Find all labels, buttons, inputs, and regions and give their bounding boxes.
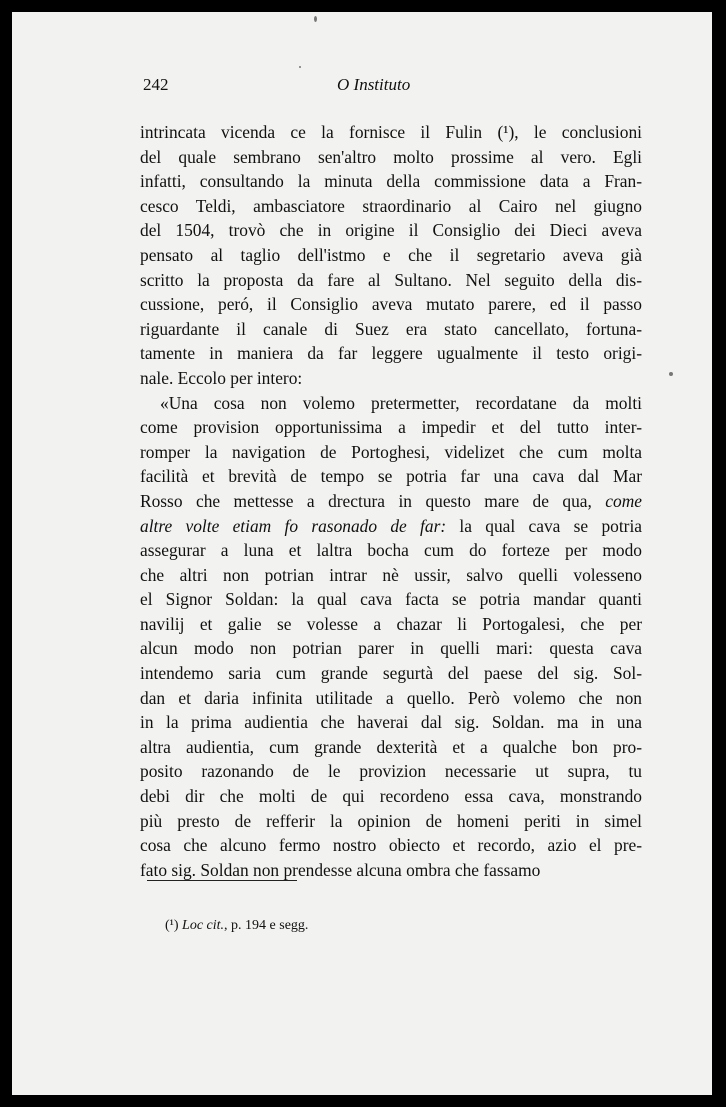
text-segment: debi dir che molti de qui recordeno essa cava, monstrando — [140, 786, 642, 807]
text-line — [140, 218, 642, 243]
text-line — [140, 317, 642, 342]
text-line — [140, 636, 642, 661]
paper-speck — [299, 66, 301, 68]
text-segment: che altri non potrian intrar nè ussir, salvo quelli volesseno — [140, 564, 642, 585]
text-segment: assegurar a luna et laltra bocha cum do forteze per modo — [140, 540, 642, 561]
text-segment: cesco Teldi, ambasciatore straordinario al Cairo nel giugno — [140, 195, 642, 216]
footnote-marker: (¹) — [165, 918, 179, 933]
text-segment: alcun modo non potrian parer in quelli mari: questa cava — [140, 638, 642, 659]
text-segment: in la prima audientia che haverai dal sig. Soldan. ma in una — [140, 712, 642, 733]
text-segment: Rosso che mettesse a drectura in questo mare de qua, — [140, 490, 606, 511]
text-segment: cosa che alcuno fermo nostro obiecto et recordo, azio el pre- — [140, 835, 642, 856]
text-segment: cussione, peró, il Consiglio aveva mutato parere, ed il passo — [140, 294, 642, 315]
text-segment: riguardante il canale di Suez era stato cancellato, fortuna- — [140, 318, 642, 339]
text-line — [140, 194, 642, 219]
text-line — [140, 292, 642, 317]
text-line — [140, 710, 642, 735]
text-line — [140, 759, 642, 784]
text-segment: facilità et brevità de tempo se potria far una cava dal Mar — [140, 466, 642, 487]
text-line — [140, 514, 642, 539]
text-line — [140, 415, 642, 440]
text-line — [140, 686, 642, 711]
footnote-divider — [147, 880, 297, 881]
text-line — [140, 735, 642, 760]
text-segment: più presto de refferir la opinion de homeni periti in simel — [140, 810, 642, 831]
text-segment: romper la navigation de Portoghesi, videlizet che cum molta — [140, 441, 642, 462]
text-line — [140, 612, 642, 637]
text-line — [140, 341, 642, 366]
text-line — [140, 440, 642, 465]
text-segment: navilij et galie se volesse a chazar li Portogalesi, che per — [140, 613, 642, 634]
text-line — [140, 538, 642, 563]
text-line — [140, 366, 642, 391]
text-segment: infatti, consultando la minuta della commissione data a Fran- — [140, 171, 642, 192]
text-line — [140, 784, 642, 809]
text-segment: dan et daria infinita utilitade a quello. Però volemo che non — [140, 687, 642, 708]
text-segment: scritto la proposta da fare al Sultano. Nel seguito della dis- — [140, 269, 642, 290]
text-line — [140, 587, 642, 612]
text-segment: altre volte etiam fo rasonado de far: — [140, 515, 447, 536]
footnote-reference: , p. 194 e segg. — [224, 918, 309, 933]
text-line — [140, 858, 642, 883]
text-line — [140, 833, 642, 858]
text-line — [140, 464, 642, 489]
paper-speck — [669, 372, 673, 376]
text-line — [140, 809, 642, 834]
text-line — [140, 563, 642, 588]
text-segment: come — [605, 490, 642, 511]
footnote-citation: Loc cit. — [182, 918, 225, 933]
text-line — [140, 268, 642, 293]
text-line — [140, 489, 642, 514]
page-header — [143, 75, 643, 99]
text-segment: come provision opportunissima a impedir et del tutto inter- — [140, 417, 642, 438]
text-segment: fato sig. Soldan non prendesse alcuna ombra che fassamo — [140, 859, 541, 880]
text-line — [140, 169, 642, 194]
book-page — [12, 12, 712, 1095]
running-title: O Instituto — [337, 75, 411, 94]
text-segment: intrincata vicenda ce la fornisce il Fulin (¹), le conclusioni — [140, 122, 642, 142]
text-segment: altra audientia, cum grande dexterità et a qualche bon pro- — [140, 736, 642, 757]
paper-speck — [314, 16, 317, 22]
footnote — [165, 918, 308, 934]
text-segment: el Signor Soldan: la qual cava facta se potria mandar quanti — [140, 589, 642, 610]
text-segment: la qual cava se potria — [446, 515, 642, 536]
text-segment: nale. Eccolo per intero: — [140, 367, 303, 388]
text-segment: del quale sembrano sen'altro molto prossime al vero. Egli — [140, 146, 642, 167]
text-segment: del 1504, trovò che in origine il Consiglio dei Dieci aveva — [140, 220, 642, 241]
text-segment: posito razonando de le provizion necessarie ut supra, tu — [140, 761, 642, 782]
text-segment: «Una cosa non volemo pretermetter, recordatane da molti — [160, 392, 642, 413]
text-line — [140, 391, 642, 416]
text-line — [140, 145, 642, 170]
text-line — [140, 243, 642, 268]
text-segment: intendemo saria cum grande segurtà del paese del sig. Sol- — [140, 663, 642, 684]
text-segment: tamente in maniera da far leggere ugualmente il testo origi- — [140, 343, 642, 364]
text-line — [140, 120, 642, 145]
page-number: 242 — [143, 75, 169, 94]
body-text — [140, 120, 642, 882]
text-line — [140, 661, 642, 686]
text-segment: pensato al taglio dell'istmo e che il segretario aveva già — [140, 244, 642, 265]
